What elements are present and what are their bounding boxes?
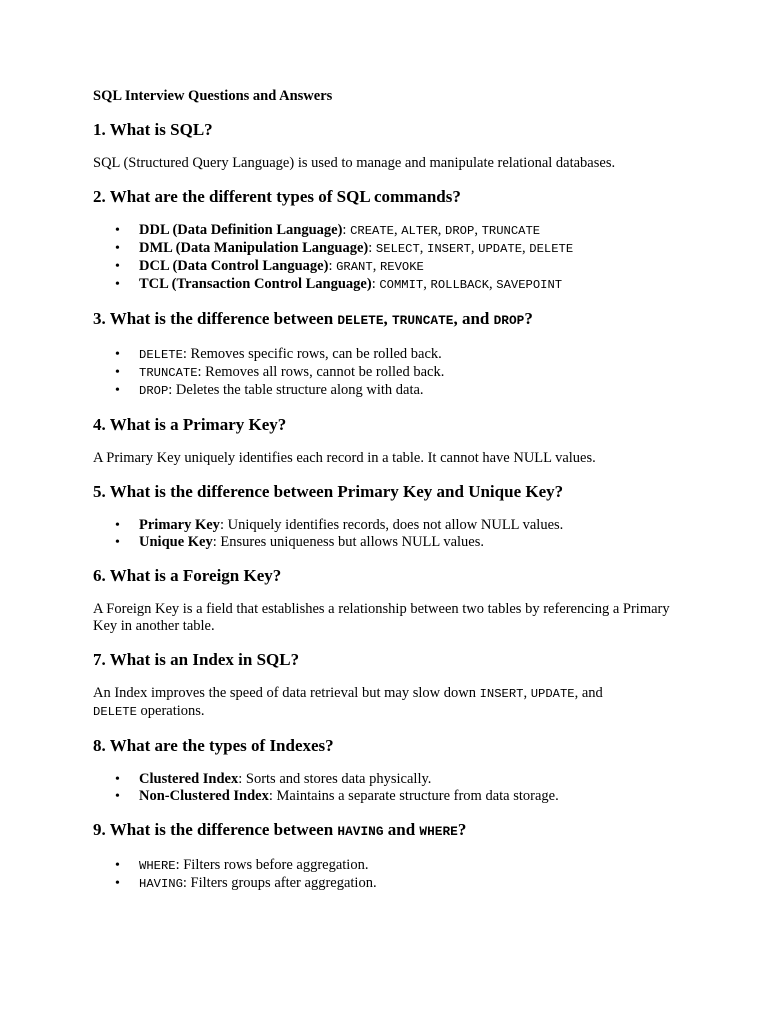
question-heading-8: 8. What are the types of Indexes? bbox=[93, 736, 334, 755]
question-heading-3: 3. What is the difference between DELETE, TRUNCATE, and DROP? bbox=[93, 309, 533, 328]
question-heading-1: 1. What is SQL? bbox=[93, 120, 213, 139]
having-where-list bbox=[93, 857, 693, 893]
question-heading-4: 4. What is a Primary Key? bbox=[93, 415, 287, 434]
list-item: • Primary Key: Uniquely identifies records, does not allow NULL values. bbox=[139, 517, 693, 534]
question-heading-2: 2. What are the different types of SQL commands? bbox=[93, 187, 461, 206]
list-item: • WHERE: Filters rows before aggregation. bbox=[139, 857, 693, 875]
index-types-list bbox=[93, 771, 693, 805]
answer-1: SQL (Structured Query Language) is used to manage and manipulate relational databases. bbox=[93, 155, 616, 171]
sql-command-types-list bbox=[93, 222, 693, 294]
document-title: SQL Interview Questions and Answers bbox=[93, 88, 333, 104]
document-page bbox=[93, 87, 693, 908]
answer-4: A Primary Key uniquely identifies each record in a table. It cannot have NULL values. bbox=[93, 450, 596, 466]
list-item: • Clustered Index: Sorts and stores data physically. bbox=[139, 771, 693, 788]
list-item: • TRUNCATE: Removes all rows, cannot be rolled back. bbox=[139, 364, 693, 382]
list-item: • HAVING: Filters groups after aggregation. bbox=[139, 875, 693, 893]
question-heading-7: 7. What is an Index in SQL? bbox=[93, 650, 300, 669]
list-item: • Non-Clustered Index: Maintains a separate structure from data storage. bbox=[139, 788, 693, 805]
list-item: • TCL (Transaction Control Language): COMMIT, ROLLBACK, SAVEPOINT bbox=[139, 276, 693, 294]
key-comparison-list bbox=[93, 517, 693, 551]
list-item: • Unique Key: Ensures uniqueness but allows NULL values. bbox=[139, 534, 693, 551]
answer-6: A Foreign Key is a field that establishes a relationship between two tables by referencing a Primary Key in another table. bbox=[93, 601, 670, 634]
question-heading-5: 5. What is the difference between Primary Key and Unique Key? bbox=[93, 482, 564, 501]
list-item: • DELETE: Removes specific rows, can be rolled back. bbox=[139, 346, 693, 364]
list-item: • DML (Data Manipulation Language): SELECT, INSERT, UPDATE, DELETE bbox=[139, 240, 693, 258]
list-item: • DROP: Deletes the table structure along with data. bbox=[139, 382, 693, 400]
question-heading-9: 9. What is the difference between HAVING and WHERE? bbox=[93, 820, 467, 839]
question-heading-6: 6. What is a Foreign Key? bbox=[93, 566, 282, 585]
list-item: • DDL (Data Definition Language): CREATE, ALTER, DROP, TRUNCATE bbox=[139, 222, 693, 240]
list-item: • DCL (Data Control Language): GRANT, REVOKE bbox=[139, 258, 693, 276]
delete-truncate-drop-list bbox=[93, 346, 693, 400]
answer-7: An Index improves the speed of data retrieval but may slow down INSERT, UPDATE, and DELETE operations. bbox=[93, 685, 603, 719]
